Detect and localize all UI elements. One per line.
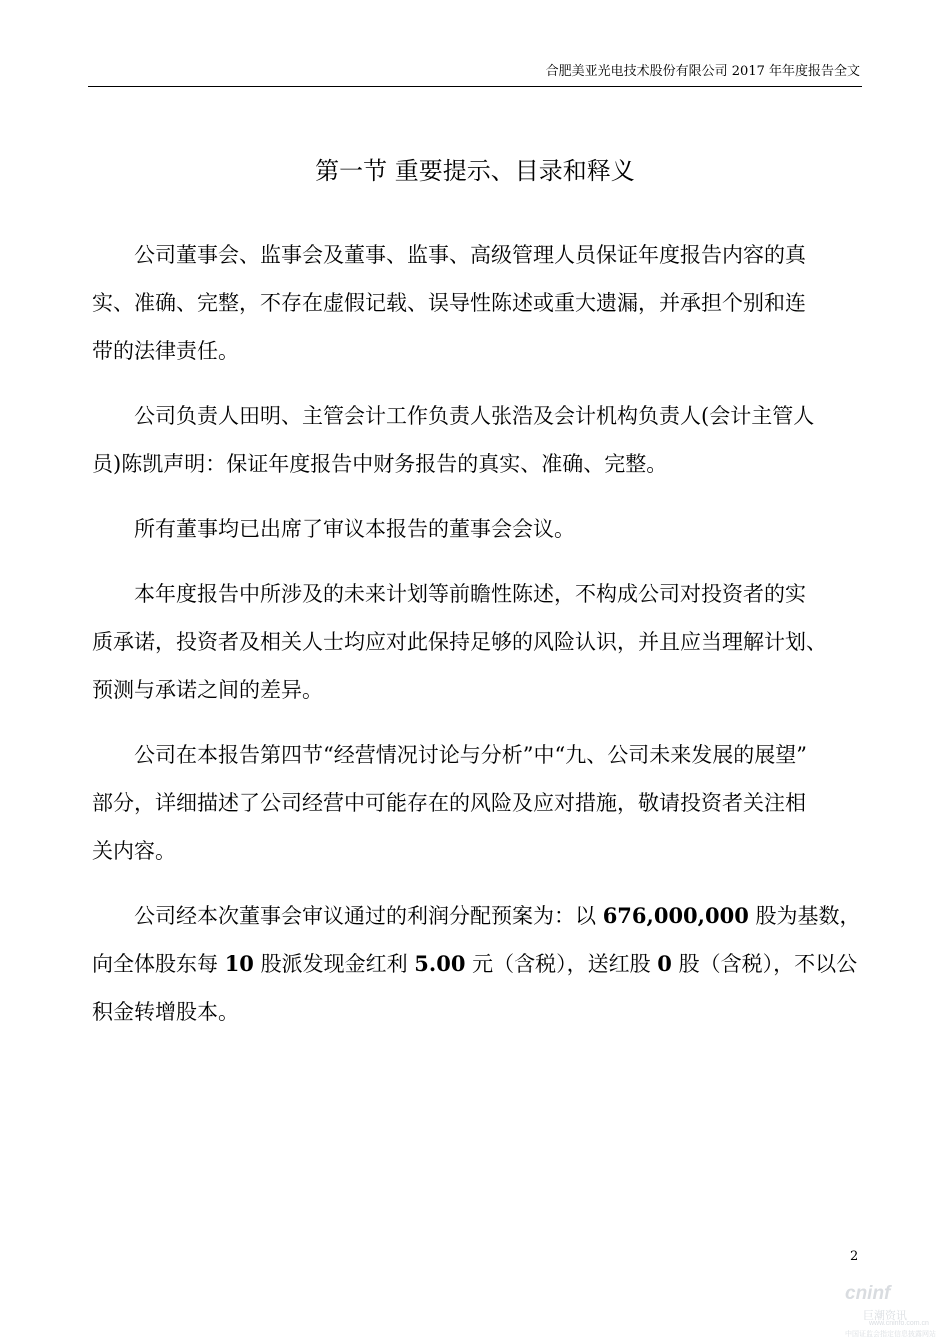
document-header: 合肥美亚光电技术股份有限公司 2017 年年度报告全文 <box>545 64 860 79</box>
paragraph-line: 所有董事均已出席了审议本报告的董事会会议。 <box>134 517 575 541</box>
paragraph-line <box>92 892 862 940</box>
paragraph-board-attendance <box>92 505 862 553</box>
paragraph-line: 关内容。 <box>92 839 176 863</box>
paragraph-line: 员)陈凯声明：保证年度报告中财务报告的真实、准确、完整。 <box>92 452 668 476</box>
paragraph-line <box>92 940 862 988</box>
dividend-text: 股（含税），不以公 <box>671 952 858 976</box>
paragraph-line: 预测与承诺之间的差异。 <box>92 678 323 702</box>
paragraph-dividend-plan <box>92 892 862 1036</box>
paragraph-line: 积金转增股本。 <box>92 1000 239 1024</box>
dividend-shares-base: 676,000,000 <box>602 903 749 928</box>
document-body <box>92 231 862 1053</box>
dividend-cash-amount: 5.00 <box>414 951 466 976</box>
paragraph-responsibility <box>92 231 862 375</box>
dividend-text: 元（含税），送红股 <box>465 952 658 976</box>
paragraph-line: 部分，详细描述了公司经营中可能存在的风险及应对措施，敬请投资者关注相 <box>92 791 806 815</box>
section-title: 第一节 重要提示、目录和释义 <box>315 157 635 185</box>
paragraph-line: 带的法律责任。 <box>92 339 239 363</box>
paragraph-line: 实、准确、完整，不存在虚假记载、误导性陈述或重大遗漏，并承担个别和连 <box>92 291 806 315</box>
paragraph-line: 公司负责人田明、主管会计工作负责人张浩及会计机构负责人(会计主管人 <box>134 404 815 428</box>
cninfo-footer: 中国证监会指定信息披露网站 <box>845 1331 936 1338</box>
dividend-bonus-shares: 0 <box>657 951 672 976</box>
cninfo-logo: cninf <box>845 1283 891 1304</box>
paragraph-financial-statement <box>92 392 862 488</box>
dividend-text: 向全体股东每 <box>92 952 225 976</box>
header-divider <box>88 86 862 87</box>
paragraph-forward-looking <box>92 570 862 714</box>
cninfo-watermark <box>845 1283 945 1339</box>
dividend-text: 股派发现金红利 <box>253 952 415 976</box>
paragraph-risk-notice <box>92 731 862 875</box>
cninfo-url: www.cninfo.com.cn <box>869 1320 929 1327</box>
paragraph-line: 本年度报告中所涉及的未来计划等前瞻性陈述，不构成公司对投资者的实 <box>134 582 806 606</box>
paragraph-line: 公司在本报告第四节“经营情况讨论与分析”中“九、公司未来发展的展望” <box>134 743 807 767</box>
dividend-text: 股为基数， <box>748 904 861 928</box>
dividend-per-shares: 10 <box>224 951 254 976</box>
cninfo-name: 巨潮资讯 <box>863 1310 907 1322</box>
page-number: 2 <box>850 1249 859 1264</box>
paragraph-line: 公司董事会、监事会及董事、监事、高级管理人员保证年度报告内容的真 <box>134 243 806 267</box>
dividend-text: 公司经本次董事会审议通过的利润分配预案为：以 <box>134 904 603 928</box>
paragraph-line: 质承诺，投资者及相关人士均应对此保持足够的风险认识，并且应当理解计划、 <box>92 630 827 654</box>
